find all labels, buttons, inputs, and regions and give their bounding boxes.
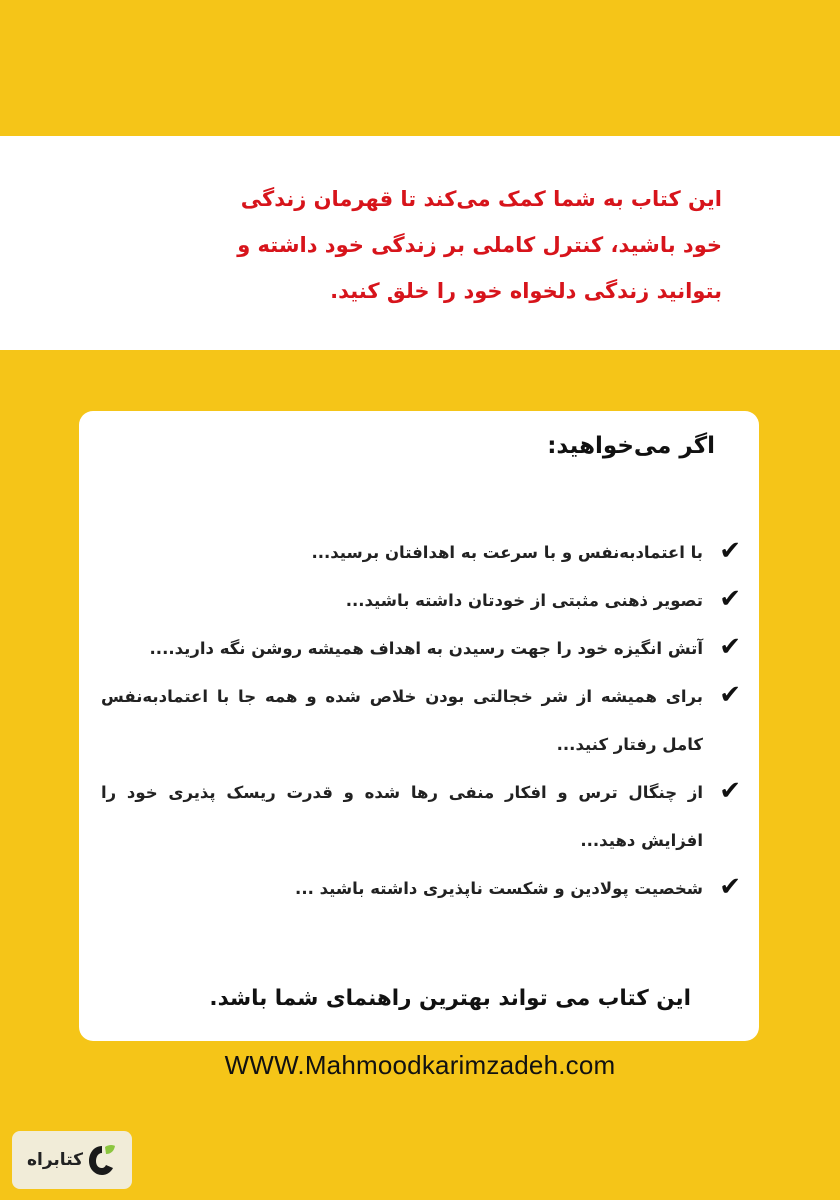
check-icon: ✔ [719, 536, 741, 566]
check-icon: ✔ [719, 776, 741, 806]
list-item-text: تصویر ذهنی مثبتی از خودتان داشته باشید... [345, 591, 703, 610]
list-item [101, 865, 741, 913]
closing-statement: این کتاب می تواند بهترین راهنمای شما باشد. [209, 986, 691, 1011]
card-heading: اگر می‌خواهید: [547, 433, 715, 459]
list-item [101, 577, 741, 625]
intro-line-2: خود باشید، کنترل کاملی بر زندگی خود داشته و [237, 233, 722, 257]
list-item [101, 529, 741, 577]
ketabrah-logo-icon [87, 1143, 117, 1177]
intro-line-1: این کتاب به شما کمک می‌کند تا قهرمان زندگی [240, 187, 722, 211]
intro-line-3: بتوانید زندگی دلخواه خود را خلق کنید. [330, 279, 722, 303]
list-item-text: آتش انگیزه خود را جهت رسیدن به اهداف همیشه روشن نگه دارید.... [149, 639, 703, 658]
list-item [101, 769, 741, 865]
check-icon: ✔ [719, 872, 741, 902]
check-icon: ✔ [719, 680, 741, 710]
list-item-text: شخصیت پولادین و شکست ناپذیری داشته باشید ... [295, 879, 703, 898]
check-icon: ✔ [719, 584, 741, 614]
list-item [101, 673, 741, 769]
ketabrah-logo [12, 1131, 132, 1189]
list-item-text: از چنگال ترس و افکار منفی رها شده و قدرت ریسک پذیری خود را افزایش دهید... [101, 783, 703, 850]
check-icon: ✔ [719, 632, 741, 662]
list-item-text: با اعتمادبه‌نفس و با سرعت به اهدافتان برسید... [311, 543, 703, 562]
website-url: WWW.Mahmoodkarimzadeh.com [224, 1050, 616, 1080]
list-item [101, 625, 741, 673]
benefits-list [101, 529, 741, 913]
logo-text: کتابراه [26, 1150, 84, 1170]
list-item-text: برای همیشه از شر خجالتی بودن خلاص شده و همه جا با اعتمادبه‌نفس کامل رفتار کنید... [101, 687, 703, 754]
benefits-card [79, 411, 759, 1041]
intro-text [102, 176, 722, 314]
